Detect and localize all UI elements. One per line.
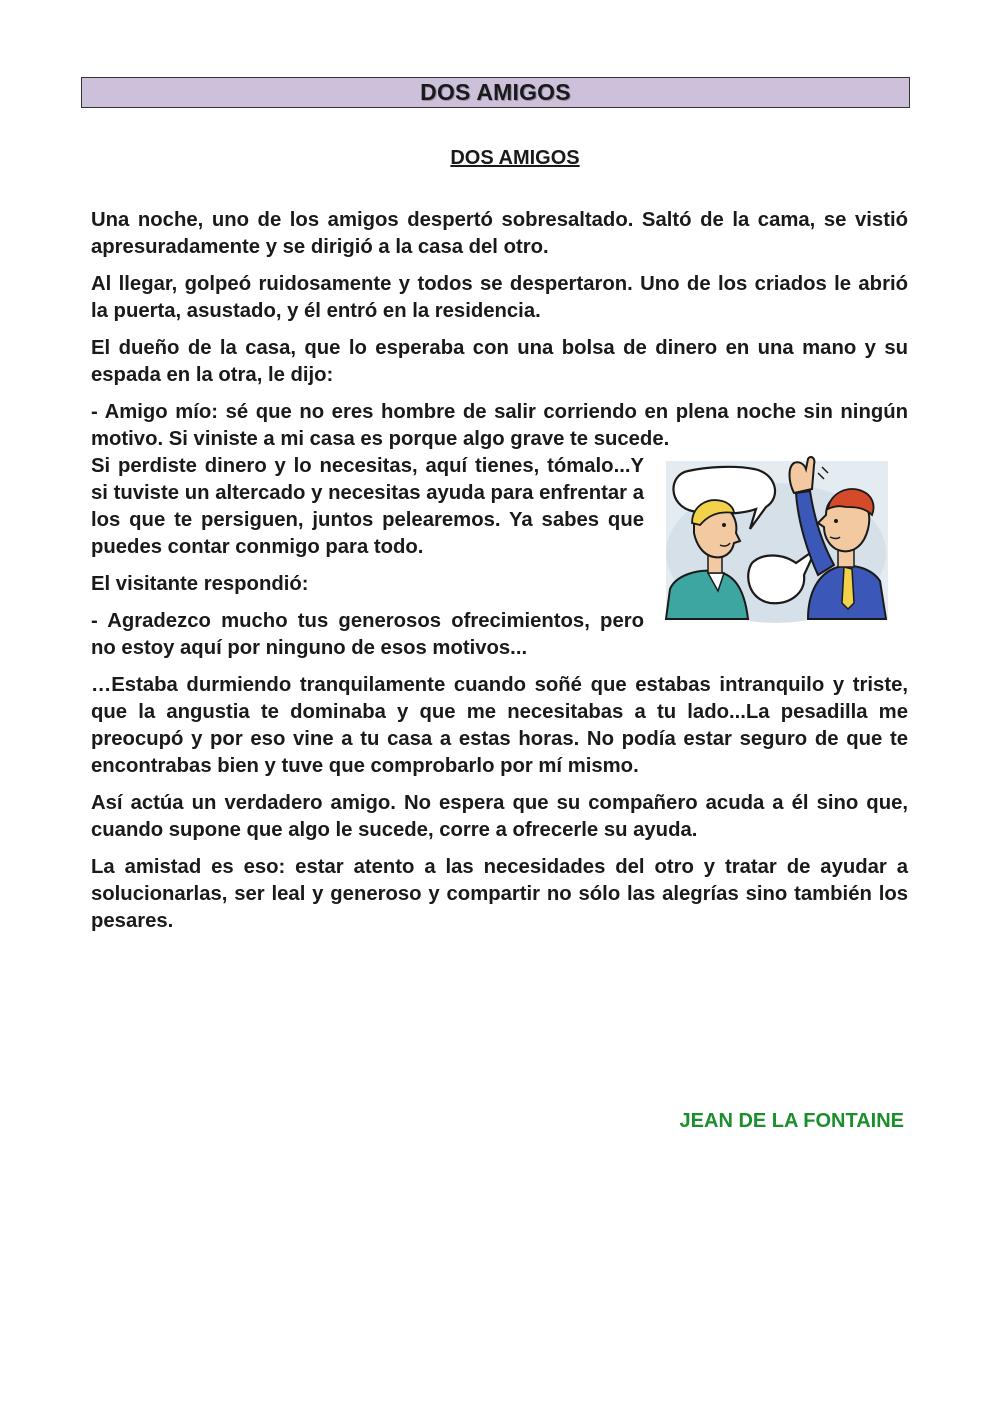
two-men-talking-illustration bbox=[658, 453, 908, 623]
paragraph-7: - Agradezco mucho tus generosos ofrecimientos, pero no estoy aquí por ninguno de esos motivos... bbox=[91, 610, 644, 659]
paragraph-6: El visitante respondió: bbox=[91, 573, 309, 595]
author-credit: JEAN DE LA FONTAINE bbox=[679, 1110, 904, 1132]
story-title: DOS AMIGOS bbox=[450, 147, 580, 169]
paragraph-8: …Estaba durmiendo tranquilamente cuando soñé que estabas intranquilo y triste, que la angustia te dominaba y que me necesitabas a tu lado...La pesadilla me preocupó y por eso vine a tu casa a estas horas. No podía estar seguro de que te encontrabas bien y tuve que comprobarlo por mí mismo. bbox=[91, 674, 908, 777]
story-heading bbox=[0, 147, 1000, 170]
page-title: DOS AMIGOS bbox=[420, 79, 571, 105]
paragraph-3: El dueño de la casa, que lo esperaba con una bolsa de dinero en una mano y su espada en la otra, le dijo: bbox=[91, 337, 908, 386]
paragraph-5: Si perdiste dinero y lo necesitas, aquí tienes, tómalo...Y si tuviste un altercado y necesitas ayuda para enfrentar a los que te persiguen, juntos pelearemos. Ya sabes que puedes contar conmigo para todo. bbox=[91, 455, 644, 558]
paragraph-9: Así actúa un verdadero amigo. No espera que su compañero acuda a él sino que, cuando supone que algo le sucede, corre a ofrecerle su ayuda. bbox=[91, 792, 908, 841]
paragraph-1: Una noche, uno de los amigos despertó sobresaltado. Saltó de la cama, se vistió apresuradamente y se dirigió a la casa del otro. bbox=[91, 209, 908, 258]
paragraph-10: La amistad es eso: estar atento a las necesidades del otro y tratar de ayudar a solucionarlas, ser leal y generoso y compartir no sólo las alegrías sino también los pesares. bbox=[91, 856, 908, 932]
paragraph-2: Al llegar, golpeó ruidosamente y todos se despertaron. Uno de los criados le abrió la puerta, asustado, y él entró en la residencia. bbox=[91, 273, 908, 322]
title-banner bbox=[81, 77, 910, 108]
paragraph-4: - Amigo mío: sé que no eres hombre de salir corriendo en plena noche sin ningún motivo. Si viniste a mi casa es porque algo grave te sucede. bbox=[91, 401, 908, 450]
story-body bbox=[91, 207, 908, 945]
